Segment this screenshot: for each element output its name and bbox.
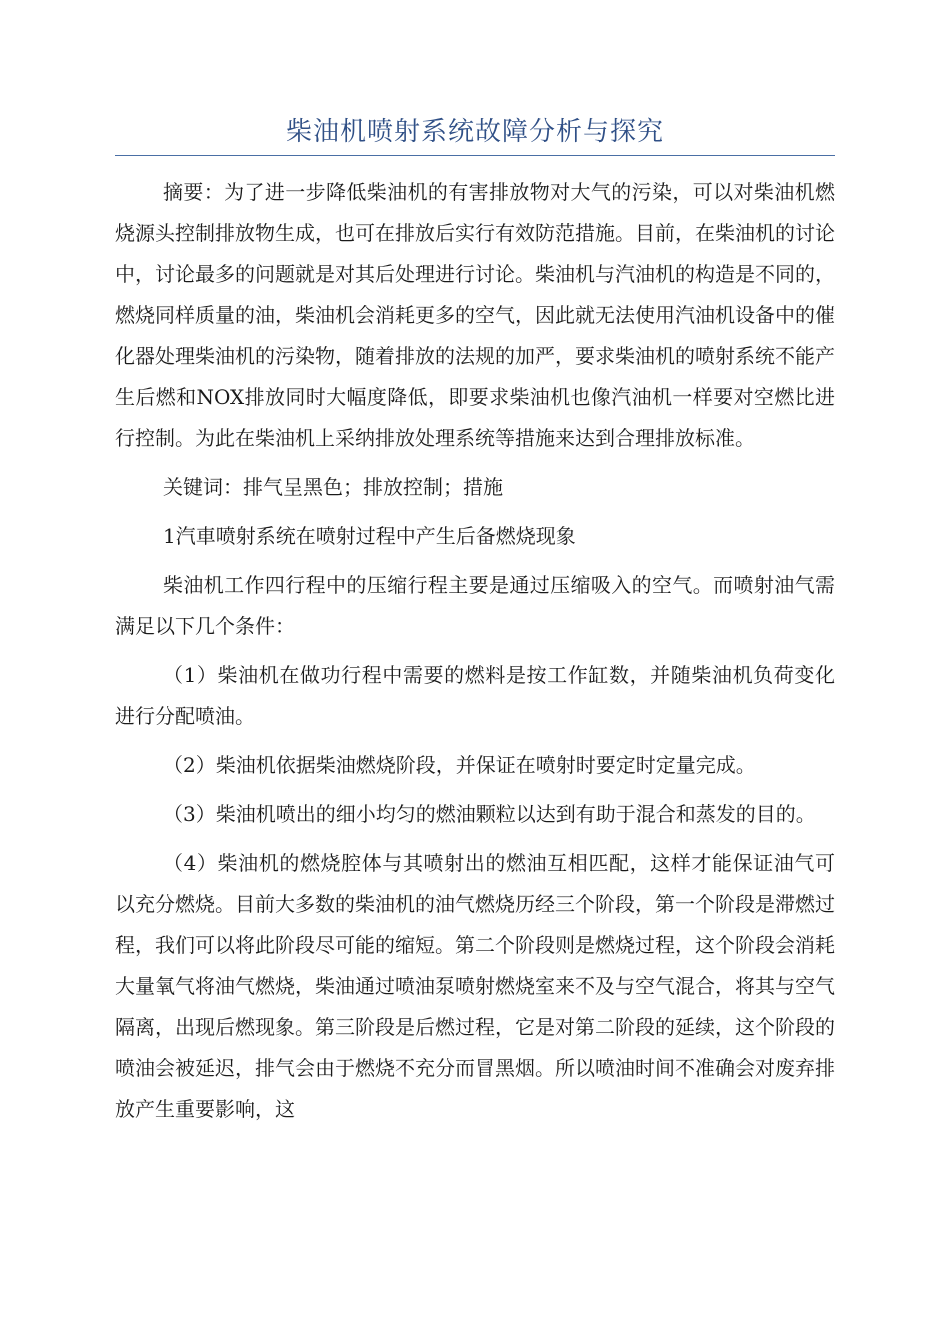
condition-item-3: （3）柴油机喷出的细小均匀的燃油颗粒以达到有助于混合和蒸发的目的。 xyxy=(163,802,816,826)
document-body xyxy=(115,172,835,1130)
section-heading: 1汽車喷射系统在喷射过程中产生后备燃烧现象 xyxy=(163,524,576,548)
condition-item-2: （2）柴油机依据柴油燃烧阶段，并保证在喷射时要定时定量完成。 xyxy=(163,753,756,777)
intro-paragraph: 柴油机工作四行程中的压缩行程主要是通过压缩吸入的空气。而喷射油气需满足以下几个条件： xyxy=(115,573,835,638)
condition-item-1: （1）柴油机在做功行程中需要的燃料是按工作缸数，并随柴油机负荷变化进行分配喷油。 xyxy=(115,663,835,728)
condition-item-4: （4）柴油机的燃烧腔体与其喷射出的燃油互相匹配，这样才能保证油气可以充分燃烧。目前大多数的柴油机的油气燃烧历经三个阶段，第一个阶段是滞燃过程，我们可以将此阶段尽可能的缩短。第二个阶段则是燃烧过程，这个阶段会消耗大量氧气将油气燃烧，柴油通过喷油泵喷射燃烧室来不及与空气混合，将其与空气隔离，出现后燃现象。第三阶段是后燃过程，它是对第二阶段的延续，这个阶段的喷油会被延迟，排气会由于燃烧不充分而冒黑烟。所以喷油时间不准确会对废弃排放产生重要影响，这 xyxy=(115,851,835,1121)
title-underline xyxy=(115,155,835,156)
abstract-paragraph: 摘要：为了进一步降低柴油机的有害排放物对大气的污染，可以对柴油机燃烧源头控制排放物生成，也可在排放后实行有效防范措施。目前，在柴油机的讨论中，讨论最多的问题就是对其后处理进行讨论。柴油机与汽油机的构造是不同的，燃烧同样质量的油，柴油机会消耗更多的空气，因此就无法使用汽油机设备中的催化器处理柴油机的污染物，随着排放的法规的加严，要求柴油机的喷射系统不能产生后燃和NOX排放同时大幅度降低，即要求柴油机也像汽油机一样要对空燃比进行控制。为此在柴油机上采纳排放处理系统等措施来达到合理排放标准。 xyxy=(115,180,835,450)
keywords-paragraph: 关键词：排气呈黑色；排放控制；措施 xyxy=(163,475,503,499)
page-title: 柴油机喷射系统故障分析与探究 xyxy=(285,117,664,147)
